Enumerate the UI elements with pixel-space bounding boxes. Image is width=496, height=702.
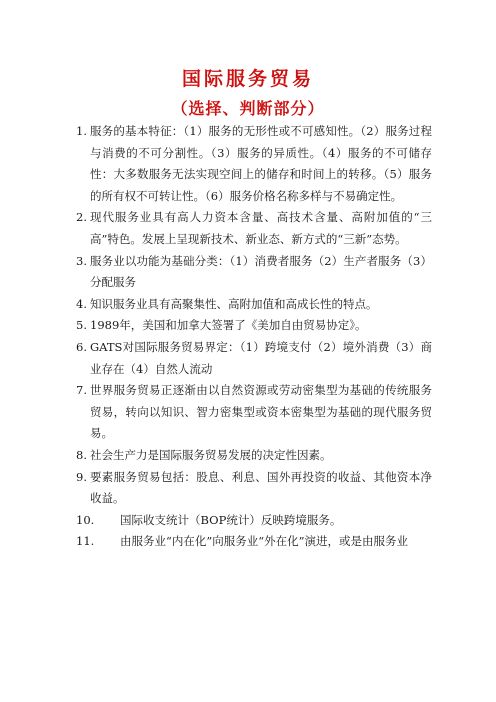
item-text: 知识服务业具有高聚集性、高附加值和高成长性的特点。 [90, 296, 378, 311]
item-text: 现代服务业具有高人力资本含量、高技术含量、高附加值的“三高”特色。发展上呈现新技术、新业态、新方式的“三新”态势。 [90, 210, 432, 246]
item-number: 8. [76, 447, 87, 462]
item-text: 1989年，美国和加拿大签署了《美加自由贸易协定》。 [90, 318, 367, 333]
item-text: 服务的基本特征：（1）服务的无形性或不可感知性。（2）服务过程与消费的不可分割性。（3）服务的异质性。（4）服务的不可储存性：大多数服务无法实现空间上的储存和时间上的转移。（5）服务的所有权不可转让性。（6）服务价格名称多样与不易确定性。 [90, 124, 432, 203]
list-item [76, 467, 432, 510]
item-text: GATS对国际服务贸易界定：（1）跨境支付（2）境外消费（3）商业存在（4）自然人流动 [90, 339, 432, 376]
item-number: 11. [76, 534, 95, 549]
item-text: 由服务业“内在化”向服务业“外在化”演进，或是由服务业 [120, 534, 409, 549]
item-number: 10. [76, 512, 95, 527]
item-text: 服务业以功能为基础分类：（1）消费者服务（2）生产者服务（3）分配服务 [90, 253, 432, 290]
page-title: 国际服务贸易 [181, 68, 314, 90]
item-number: 3. [76, 253, 87, 268]
item-number: 6. [76, 339, 87, 354]
item-text: 国际收支统计（BOP统计）反映跨境服务。 [120, 512, 342, 527]
list-item [76, 207, 432, 250]
list-item [76, 380, 432, 445]
list-item [76, 251, 432, 294]
list-item [76, 531, 432, 553]
item-text: 社会生产力是国际服务贸易发展的决定性因素。 [90, 447, 332, 462]
item-text: 世界服务贸易正逐渐由以自然资源或劳动密集型为基础的传统服务贸易，转向以知识、智力密集型或资本密集型为基础的现代服务贸易。 [90, 383, 432, 441]
list-item [76, 121, 432, 207]
list-item [76, 315, 432, 337]
list-item [76, 337, 432, 380]
item-text: 要素服务贸易包括：股息、利息、国外再投资的收益、其他资本净收益。 [90, 469, 432, 506]
list-item [76, 445, 432, 467]
item-number: 9. [76, 469, 87, 484]
page-subtitle: （选择、判断部分） [171, 99, 325, 118]
list-item [76, 510, 432, 532]
item-number: 1. [76, 124, 87, 138]
item-number: 5. [76, 318, 87, 333]
item-number: 2. [76, 210, 87, 225]
list-item [76, 294, 432, 316]
item-list [76, 121, 432, 553]
item-number: 7. [76, 383, 87, 398]
item-number: 4. [76, 296, 87, 311]
